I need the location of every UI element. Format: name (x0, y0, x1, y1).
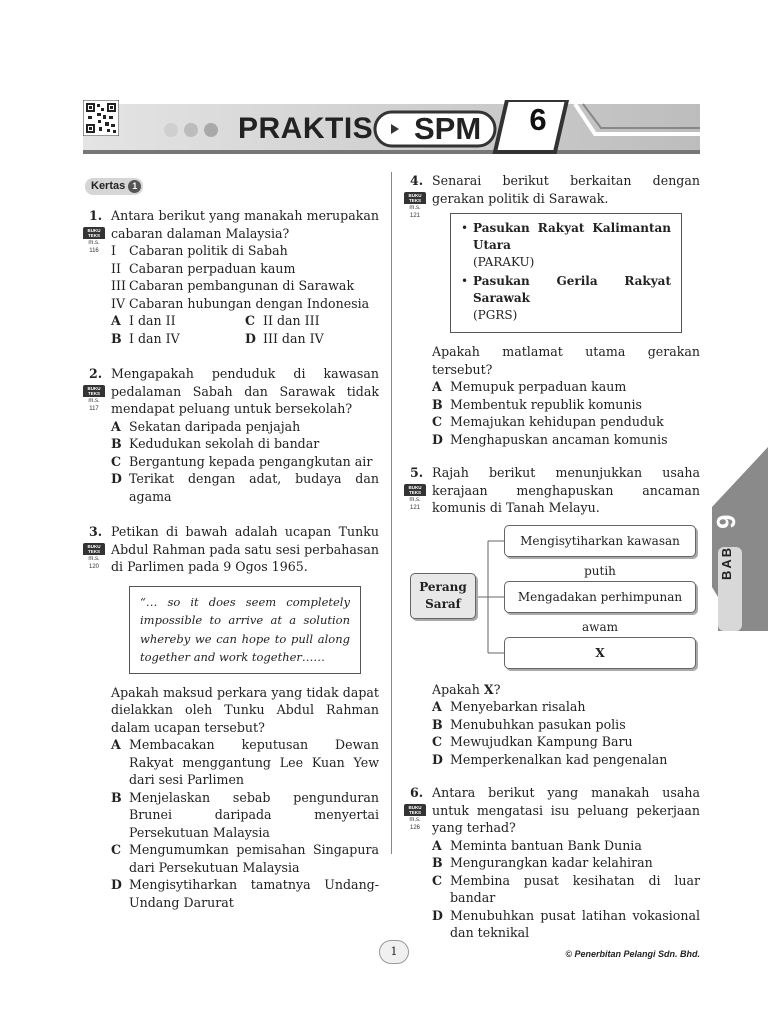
option-b[interactable]: B Menjelaskan sebab pengunduran Brunei daripada menyertai Persekutuan Malaysia (111, 789, 379, 840)
option-d[interactable]: D Menghapuskan ancaman komunis (432, 431, 700, 449)
textbook-reference-tag (83, 227, 105, 255)
movement-abbreviation: (PGRS) (473, 308, 518, 322)
option-text: Mengisytiharkan tamatnya Undang-Undang Darurat (129, 877, 379, 910)
option-a[interactable]: A Menyebarkan risalah (432, 698, 700, 716)
textbook-reference-tag (83, 543, 105, 571)
stem-x: X (483, 681, 494, 697)
stem-suffix: ? (493, 681, 501, 697)
textbook-reference-tag (83, 385, 105, 413)
banner-background (83, 100, 700, 156)
diagram-center-label: Perang Saraf (419, 579, 467, 611)
option-text: Menjelaskan sebab pengunduran Brunei daripada menyertai Persekutuan Malaysia (129, 789, 379, 840)
option-text: Menyebarkan risalah (450, 699, 586, 714)
question-text: Antara berikut yang manakah merupakan cabaran dalaman Malaysia? (111, 208, 379, 241)
statement-text: Cabaran politik di Sabah (129, 243, 288, 259)
option-text: Mewujudkan Kampung Baru (450, 734, 633, 749)
option-text: Sekatan daripada penjajah (129, 418, 301, 434)
textbook-badge: BUKU TEKS (404, 484, 426, 496)
option-text: I dan IV (129, 330, 180, 346)
option-c[interactable]: C Mewujudkan Kampung Baru (432, 733, 700, 751)
answer-options (111, 312, 379, 347)
paper-badge-number: 1 (128, 180, 141, 193)
question-number: 4. (410, 173, 424, 188)
page-number: 116 (89, 248, 99, 255)
question-text: Mengapakah penduduk di kawasan pedalaman Sabah dan Sarawak tidak mendapat peluang untuk bersekolah? (111, 366, 379, 417)
question-number: 5. (410, 465, 424, 480)
option-b[interactable]: B Kedudukan sekolah di bandar (111, 435, 379, 453)
statement-text: Cabaran perpaduan kaum (129, 260, 296, 276)
banner-chapter-number: 6 (529, 102, 547, 137)
question-text: Petikan di bawah adalah ucapan Tunku Abdul Rahman pada satu sesi perbahasan di Parlimen pada 9 Ogos 1965. (111, 524, 379, 575)
option-c[interactable]: C Bergantung kepada pengangkutan air (111, 453, 379, 471)
textbook-page (83, 555, 105, 571)
diagram-box-x: X (504, 637, 696, 669)
option-c[interactable]: C Membina pusat kesihatan di luar bandar (432, 872, 700, 905)
page-prefix: m.s. (88, 398, 100, 405)
option-text: Memupuk perpaduan kaum (450, 379, 627, 394)
banner-title: PRAKTIS (238, 112, 374, 145)
option-text: Menubuhkan pasukan polis (450, 716, 626, 732)
question-3 (83, 523, 379, 911)
option-d[interactable]: D Mengisytiharkan tamatnya Undang-Undang Darurat (111, 877, 379, 910)
side-tab-number: 6 (710, 514, 741, 529)
page-prefix: m.s. (88, 240, 100, 247)
option-text: Mengurangkan kadar kelahiran (450, 855, 653, 870)
option-c[interactable]: C Mengumumkan pemisahan Singapura dari Persekutuan Malaysia (111, 842, 379, 875)
option-text: Memajukan kehidupan penduduk (450, 414, 664, 429)
right-column (404, 172, 700, 942)
speech-quote: “… so it does seem completely impossible to arrive at a solution whereby we can hope to pull along together and work together…… (129, 586, 361, 674)
question-text: Antara berikut yang manakah usaha untuk mengatasi isu peluang pekerjaan yang terhad? (432, 785, 700, 835)
textbook-reference-tag (404, 484, 426, 512)
diagram-center-box (410, 573, 476, 619)
option-c[interactable]: C II dan III (245, 312, 379, 330)
option-d[interactable]: D III dan IV (245, 330, 379, 348)
option-text: Meminta bantuan Bank Dunia (450, 837, 642, 853)
page-number-badge: 1 (379, 940, 409, 964)
page-number: 121 (409, 505, 420, 511)
option-d[interactable]: D Terikat dengan adat, budaya dan agama (111, 471, 379, 504)
banner-exam: SPM (414, 111, 482, 146)
option-text: Kedudukan sekolah di bandar (129, 436, 320, 452)
question-number: 6. (410, 785, 424, 800)
option-a[interactable]: A Memupuk perpaduan kaum (432, 378, 700, 396)
publisher-credit: © Penerbitan Pelangi Sdn. Bhd. (565, 949, 700, 959)
option-text: Memperkenalkan kad pengenalan (450, 751, 668, 767)
question-stem: Apakah matlamat utama gerakan tersebut? (432, 344, 700, 377)
movement-name: Pasukan Rakyat Kalimantan Utara (473, 221, 671, 252)
option-text: Bergantung kepada pengangkutan air (129, 453, 373, 469)
option-d[interactable]: D Memperkenalkan kad pengenalan (432, 751, 700, 769)
diagram-box-2: Mengadakan perhimpunan awam (504, 581, 696, 613)
page-prefix: m.s. (409, 497, 421, 503)
question-6 (404, 784, 700, 942)
statement-item (111, 260, 379, 278)
chapter-banner (83, 100, 700, 156)
textbook-page (404, 816, 426, 832)
question-stem (432, 681, 700, 699)
option-b[interactable]: B Mengurangkan kadar kelahiran (432, 854, 700, 872)
option-a[interactable]: A I dan II (111, 312, 245, 330)
question-stem: Apakah maksud perkara yang tidak dapat dielakkan oleh Tunku Abdul Rahman dalam ucapan tersebut? (111, 684, 379, 735)
option-text: Terikat dengan adat, budaya dan agama (129, 471, 379, 504)
left-column (83, 176, 379, 911)
option-text: Membentuk republik komunis (450, 396, 642, 412)
page-prefix: m.s. (409, 817, 421, 823)
question-5 (404, 464, 700, 517)
textbook-badge: BUKU TEKS (83, 385, 105, 397)
list-item (461, 273, 671, 324)
statement-numeral: I (111, 243, 116, 259)
statement-item (111, 242, 379, 260)
option-text: Menubuhkan pusat latihan vokasional dan teknikal (450, 907, 700, 940)
textbook-reference-tag (404, 804, 426, 832)
option-b[interactable]: B I dan IV (111, 330, 245, 348)
question-1 (83, 207, 379, 347)
stem-prefix: Apakah (432, 681, 484, 697)
statement-item (111, 295, 379, 313)
textbook-page (83, 397, 105, 413)
movement-abbreviation: (PARAKU) (473, 255, 535, 269)
movement-list (450, 213, 682, 333)
option-a[interactable]: A Meminta bantuan Bank Dunia (432, 837, 700, 855)
statement-text: Cabaran pembangunan di Sarawak (129, 278, 355, 294)
movement-name: Pasukan Gerila Rakyat Sarawak (473, 274, 671, 305)
page-number: 126 (409, 825, 420, 831)
column-divider (391, 172, 392, 854)
statement-numeral: II (111, 260, 121, 276)
option-d[interactable]: D Menubuhkan pusat latihan vokasional dan teknikal (432, 907, 700, 940)
page-number: 120 (88, 564, 99, 571)
option-b[interactable]: B Membentuk republik komunis (432, 396, 700, 414)
page-number: 117 (89, 406, 99, 413)
option-text: II dan III (263, 313, 320, 329)
textbook-badge: BUKU TEKS (404, 804, 426, 816)
statement-numeral: IV (111, 295, 126, 311)
option-text: Menghapuskan ancaman komunis (450, 431, 668, 447)
textbook-badge: BUKU TEKS (404, 192, 426, 204)
qr-code-icon[interactable] (83, 100, 119, 136)
question-number: 3. (89, 524, 103, 540)
question-number: 1. (89, 208, 103, 224)
list-item (461, 220, 671, 271)
question-number: 2. (89, 366, 103, 382)
option-c[interactable]: C Memajukan kehidupan penduduk (432, 413, 700, 431)
question-text: Rajah berikut menunjukkan usaha kerajaan menghapuskan ancaman komunis di Tanah Melayu. (432, 465, 700, 515)
statement-item (111, 277, 379, 295)
paper-badge (85, 178, 143, 195)
page-prefix: m.s. (409, 205, 421, 211)
side-tab-label: BAB (719, 545, 734, 580)
page-prefix: m.s. (88, 556, 100, 563)
statement-text: Cabaran hubungan dengan Indonesia (129, 295, 370, 311)
textbook-page (404, 496, 426, 512)
option-text: III dan IV (263, 330, 324, 346)
question-text: Senarai berikut berkaitan dengan gerakan politik di Sarawak. (432, 173, 700, 206)
option-text: Membina pusat kesihatan di luar bandar (450, 872, 700, 905)
question-2 (83, 365, 379, 505)
textbook-badge: BUKU TEKS (83, 227, 105, 239)
option-a[interactable]: A Membacakan keputusan Dewan Rakyat menggantung Lee Kuan Yew dari sesi Parlimen (111, 737, 379, 788)
option-b[interactable]: B Menubuhkan pasukan polis (432, 716, 700, 734)
option-text: Mengumumkan pemisahan Singapura dari Persekutuan Malaysia (129, 842, 379, 875)
option-text: Membacakan keputusan Dewan Rakyat menggantung Lee Kuan Yew dari sesi Parlimen (129, 737, 379, 788)
textbook-page (404, 204, 426, 220)
paper-badge-label: Kertas (91, 180, 126, 192)
textbook-page (83, 239, 105, 255)
option-text: I dan II (129, 313, 176, 329)
option-a[interactable]: A Sekatan daripada penjajah (111, 418, 379, 436)
question-5-answers (404, 681, 700, 769)
page-number: 121 (409, 213, 420, 219)
textbook-reference-tag (404, 192, 426, 220)
question-4 (404, 172, 700, 448)
diagram-box-1: Mengisytiharkan kawasan putih (504, 525, 696, 557)
statement-numeral: III (111, 278, 126, 294)
psychological-warfare-diagram (404, 525, 700, 675)
textbook-badge: BUKU TEKS (83, 543, 105, 555)
